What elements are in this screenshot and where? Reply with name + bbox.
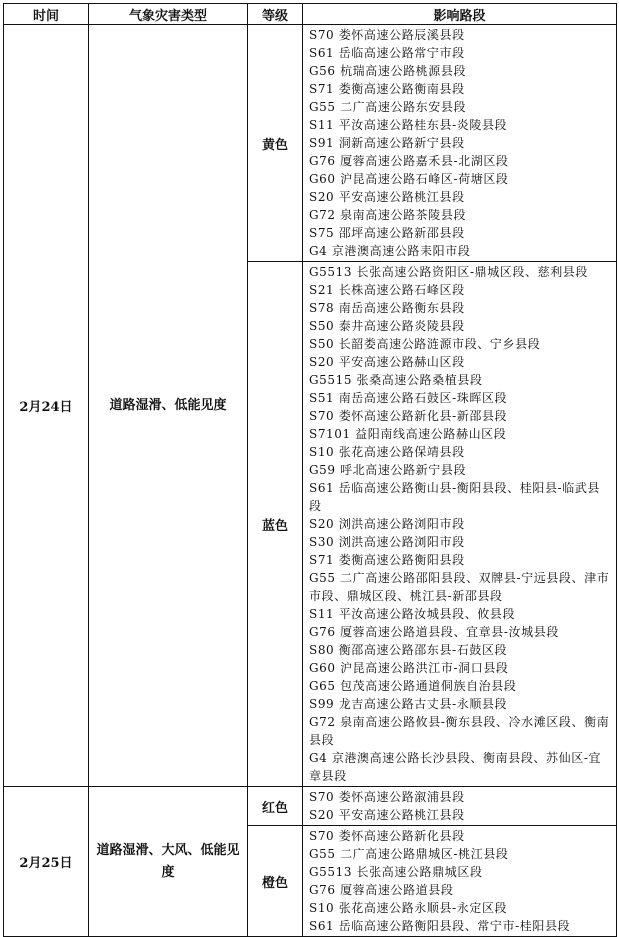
hazard-type-cell: 道路湿滑、大风、低能见度 bbox=[89, 787, 248, 937]
road-segment: S61 岳临高速公路衡山县-衡阳县段、桂阳县-临武县段 bbox=[309, 481, 601, 513]
road-segment: S10 张花高速公路保靖县段 bbox=[309, 445, 465, 459]
road-segment: S20 平安高速公路桃江县段 bbox=[309, 190, 465, 204]
header-time: 时间 bbox=[4, 4, 89, 25]
road-segment: G72 泉南高速公路茶陵县段 bbox=[309, 208, 467, 222]
road-segment: G55 二广高速公路东安县段 bbox=[309, 100, 467, 114]
road-segment: S7101 益阳南线高速公路赫山区段 bbox=[309, 427, 507, 441]
road-segment: S70 娄怀高速公路新化县段 bbox=[309, 829, 465, 843]
road-segment: G76 厦蓉高速公路嘉禾县-北湖区段 bbox=[309, 154, 509, 168]
road-segment: S11 平汝高速公路汝城县段、攸县段 bbox=[309, 607, 516, 621]
road-segment: S11 平汝高速公路桂东县-炎陵县段 bbox=[309, 118, 508, 132]
level-cell: 红色 bbox=[248, 787, 303, 826]
road-segment: S71 娄衡高速公路衡阳县段 bbox=[309, 553, 465, 567]
road-segment: S78 南岳高速公路衡东县段 bbox=[309, 301, 465, 315]
road-segment: S10 张花高速公路永顺县-永定区段 bbox=[309, 901, 508, 915]
date-cell: 2月25日 bbox=[4, 787, 89, 937]
header-row bbox=[4, 4, 617, 25]
road-segment: S20 平安高速公路桃江县段 bbox=[309, 808, 465, 822]
road-segment: S75 邵坪高速公路新邵县段 bbox=[309, 226, 465, 240]
table-row bbox=[4, 787, 617, 826]
header-roads: 影响路段 bbox=[303, 4, 617, 25]
road-segment: S51 南岳高速公路石鼓区-珠晖区段 bbox=[309, 391, 508, 405]
road-segment: S50 泰井高速公路炎陵县段 bbox=[309, 319, 465, 333]
header-type: 气象灾害类型 bbox=[89, 4, 248, 25]
road-segment: G5513 长张高速公路资阳区-鼎城区段、慈利县段 bbox=[309, 265, 588, 279]
road-segment: G72 泉南高速公路攸县-衡东县段、冷水滩区段、衡南县段 bbox=[309, 715, 610, 747]
road-segment: G76 厦蓉高速公路道县段 bbox=[309, 883, 454, 897]
road-segment: S80 衡邵高速公路邵东县-石鼓区段 bbox=[309, 643, 508, 657]
road-segment: S70 娄怀高速公路辰溪县段 bbox=[309, 28, 465, 42]
road-segment: S30 浏洪高速公路浏阳市段 bbox=[309, 535, 465, 549]
roads-cell bbox=[303, 25, 617, 262]
road-segment: S61 岳临高速公路常宁市段 bbox=[309, 46, 465, 60]
road-segment: G4 京港澳高速公路长沙县段、衡南县段、苏仙区-宜章县段 bbox=[309, 751, 602, 783]
road-segment: G59 呼北高速公路新宁县段 bbox=[309, 463, 467, 477]
road-segment: G65 包茂高速公路通道侗族自治县段 bbox=[309, 679, 517, 693]
level-cell: 黄色 bbox=[248, 25, 303, 262]
roads-cell bbox=[303, 262, 617, 787]
road-segment: G56 杭瑞高速公路桃源县段 bbox=[309, 64, 467, 78]
road-segment: S70 娄怀高速公路新化县-新邵县段 bbox=[309, 409, 508, 423]
road-segment: S71 娄衡高速公路衡南县段 bbox=[309, 82, 465, 96]
road-segment: G55 二广高速公路邵阳县段、双牌县-宁远县段、津市市段、鼎城区段、桃江县-新邵县段 bbox=[309, 571, 610, 603]
road-segment: S70 娄怀高速公路溆浦县段 bbox=[309, 790, 465, 804]
table-row bbox=[4, 25, 617, 262]
road-segment: G60 沪昆高速公路石峰区-荷塘区段 bbox=[309, 172, 509, 186]
road-segment: G60 沪昆高速公路洪江市-洞口县段 bbox=[309, 661, 509, 675]
warning-table bbox=[3, 3, 617, 937]
road-segment: G55 二广高速公路鼎城区-桃江县段 bbox=[309, 847, 509, 861]
date-cell: 2月24日 bbox=[4, 25, 89, 787]
road-segment: S20 浏洪高速公路浏阳市段 bbox=[309, 517, 465, 531]
roads-cell bbox=[303, 826, 617, 937]
road-segment: S99 龙吉高速公路古丈县-永顺县段 bbox=[309, 697, 508, 711]
header-level: 等级 bbox=[248, 4, 303, 25]
level-cell: 橙色 bbox=[248, 826, 303, 937]
road-segment: G5515 张桑高速公路桑植县段 bbox=[309, 373, 483, 387]
road-segment: S21 长株高速公路石峰区段 bbox=[309, 283, 465, 297]
hazard-type-cell: 道路湿滑、低能见度 bbox=[89, 25, 248, 787]
level-cell: 蓝色 bbox=[248, 262, 303, 787]
road-segment: S50 长韶娄高速公路涟源市段、宁乡县段 bbox=[309, 337, 541, 351]
road-segment: S91 洞新高速公路新宁县段 bbox=[309, 136, 465, 150]
road-segment: G4 京港澳高速公路耒阳市段 bbox=[309, 244, 471, 258]
roads-cell bbox=[303, 787, 617, 826]
road-segment: S20 平安高速公路赫山区段 bbox=[309, 355, 465, 369]
road-segment: S61 岳临高速公路衡阳县段、常宁市-桂阳县段 bbox=[309, 919, 571, 933]
road-segment: G5513 长张高速公路鼎城区段 bbox=[309, 865, 483, 879]
road-segment: G76 厦蓉高速公路道县段、宜章县-汝城县段 bbox=[309, 625, 559, 639]
